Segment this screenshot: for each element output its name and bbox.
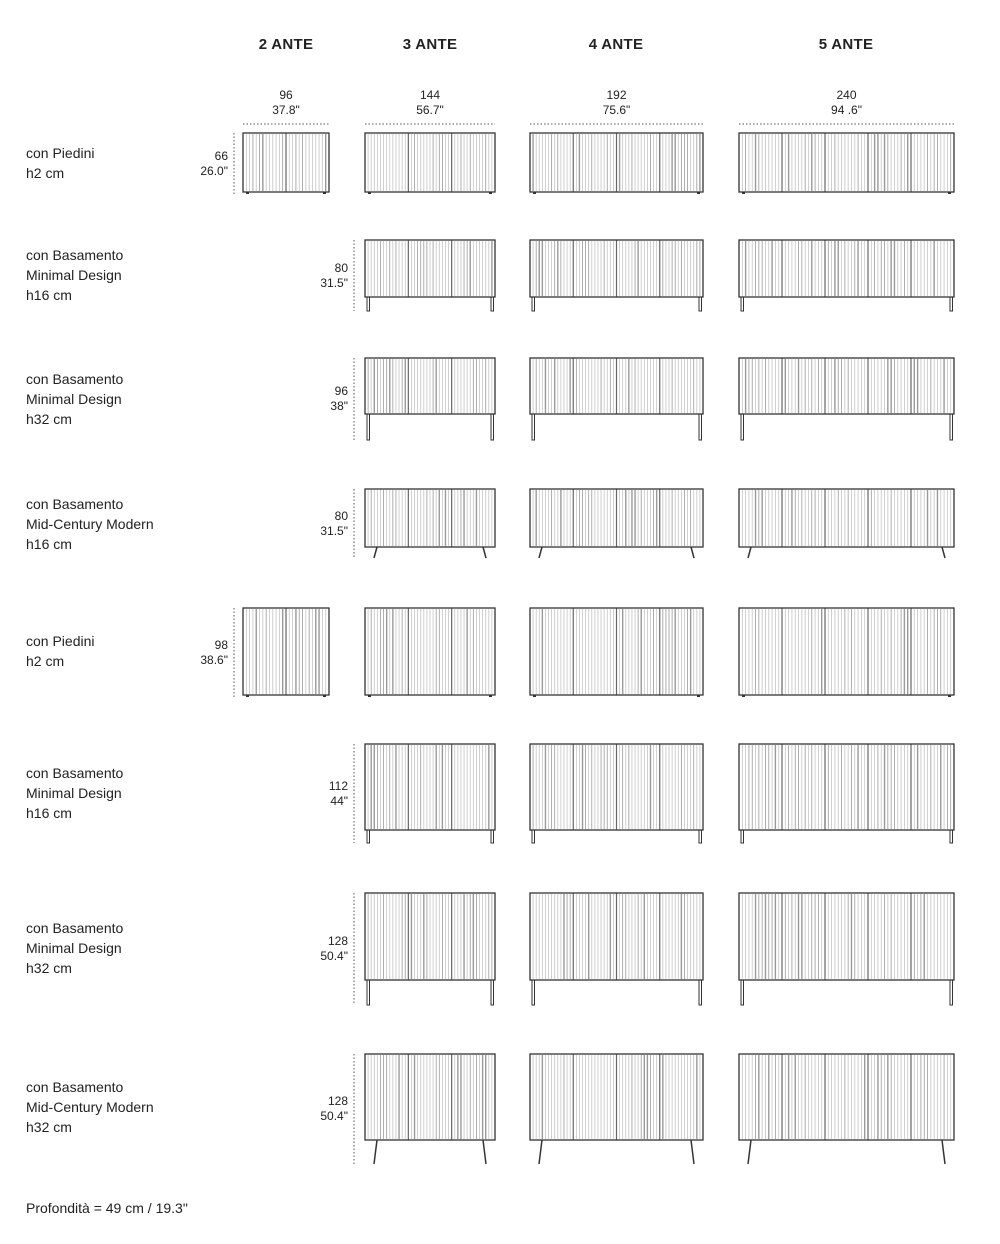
row-label [26, 918, 123, 978]
height-in: 44" [330, 793, 348, 808]
height-label [200, 149, 228, 179]
height-in: 38" [330, 399, 348, 413]
height-cm: 80 [334, 260, 348, 275]
row-label-line: con Basamento [26, 247, 124, 263]
row-label-line: Minimal Design [26, 785, 122, 801]
row-label-line: con Piedini [26, 145, 95, 161]
row-label-line: h32 cm [26, 1119, 72, 1135]
sideboard-3-ante [365, 744, 495, 843]
sideboard-4-ante [530, 133, 703, 194]
row-label-line: Minimal Design [26, 940, 122, 956]
row-label-line: h2 cm [26, 165, 65, 181]
width-in: 37.8" [272, 103, 300, 117]
height-cm: 96 [334, 384, 348, 398]
sideboard-3-ante [365, 489, 495, 558]
row-label-line: con Basamento [26, 496, 124, 512]
column-header: 5 ANTE [818, 36, 874, 53]
row-label-line: con Piedini [26, 633, 95, 649]
height-label [200, 638, 228, 668]
row-label [26, 143, 95, 183]
height-cm: 112 [328, 778, 348, 793]
height-cm: 98 [214, 637, 228, 652]
sideboard-4-ante [530, 608, 703, 697]
row-label-line: Mid-Century Modern [26, 516, 154, 532]
height-in: 50.4" [320, 1109, 348, 1123]
row-label [26, 1077, 154, 1137]
row-label [26, 369, 123, 429]
width-in: 94 .6" [831, 103, 862, 117]
column-header: 4 ANTE [588, 36, 644, 53]
depth-note: Profondità = 49 cm / 19.3" [26, 1200, 188, 1216]
height-cm: 66 [214, 148, 228, 163]
row-label-line: h2 cm [26, 653, 65, 669]
sideboard-5-ante [739, 489, 954, 558]
height-cm: 128 [327, 934, 348, 948]
row-label-line: h32 cm [26, 960, 72, 976]
sideboard-5-ante [739, 893, 954, 1005]
height-in: 26.0" [200, 163, 228, 178]
sideboard-5-ante [739, 358, 954, 440]
sideboard-2-ante [243, 133, 329, 194]
width-label [272, 88, 300, 118]
row-label-line: h16 cm [26, 805, 72, 821]
height-label [320, 934, 348, 964]
row-label [26, 763, 123, 823]
sideboard-3-ante [365, 358, 495, 440]
height-in: 31.5" [320, 523, 348, 538]
sideboard-5-ante [739, 133, 954, 194]
row-label-line: con Basamento [26, 765, 124, 781]
height-label [329, 779, 348, 809]
sideboard-4-ante [530, 744, 703, 843]
sideboard-5-ante [739, 240, 954, 311]
width-label [416, 88, 444, 118]
sideboard-3-ante [365, 1054, 495, 1164]
row-label [26, 245, 123, 305]
row-label-line: Mid-Century Modern [26, 1099, 154, 1115]
width-cm: 144 [419, 88, 441, 102]
sideboard-3-ante [365, 608, 495, 697]
column-header: 3 ANTE [402, 36, 458, 53]
width-cm: 192 [606, 88, 627, 102]
row-label-line: con Basamento [26, 371, 124, 387]
row-label [26, 631, 95, 671]
sideboard-3-ante [365, 240, 495, 311]
row-label-line: Minimal Design [26, 267, 122, 283]
width-label [603, 88, 631, 118]
column-header: 2 ANTE [258, 36, 314, 53]
row-label-line: con Basamento [26, 920, 124, 936]
row-label-line: h16 cm [26, 287, 72, 303]
row-label-line: h16 cm [26, 536, 72, 552]
row-label [26, 494, 154, 554]
sideboard-5-ante [739, 608, 954, 697]
row-label-line: con Basamento [26, 1079, 124, 1095]
sideboard-4-ante [530, 489, 703, 558]
height-label [320, 509, 348, 539]
sideboard-4-ante [530, 240, 703, 311]
width-in: 56.7" [416, 103, 444, 117]
height-in: 50.4" [320, 949, 348, 963]
sideboard-2-ante [243, 608, 329, 697]
height-label [320, 261, 348, 291]
height-label [330, 384, 348, 414]
sideboard-3-ante [365, 133, 495, 194]
height-label [320, 1094, 348, 1124]
width-cm: 240 [836, 88, 857, 102]
sideboard-3-ante [365, 893, 495, 1005]
width-label [831, 88, 862, 118]
height-in: 38.6" [200, 652, 228, 667]
sideboard-4-ante [530, 1054, 703, 1164]
row-label-line: h32 cm [26, 411, 72, 427]
sideboard-5-ante [739, 744, 954, 843]
width-in: 75.6" [602, 103, 631, 117]
sideboard-4-ante [530, 893, 703, 1005]
height-cm: 80 [334, 508, 348, 523]
sideboard-4-ante [530, 358, 703, 440]
width-cm: 96 [279, 88, 293, 102]
row-label-line: Minimal Design [26, 391, 122, 407]
height-cm: 128 [327, 1094, 348, 1108]
height-in: 31.5" [320, 275, 348, 290]
sideboard-5-ante [739, 1054, 954, 1164]
